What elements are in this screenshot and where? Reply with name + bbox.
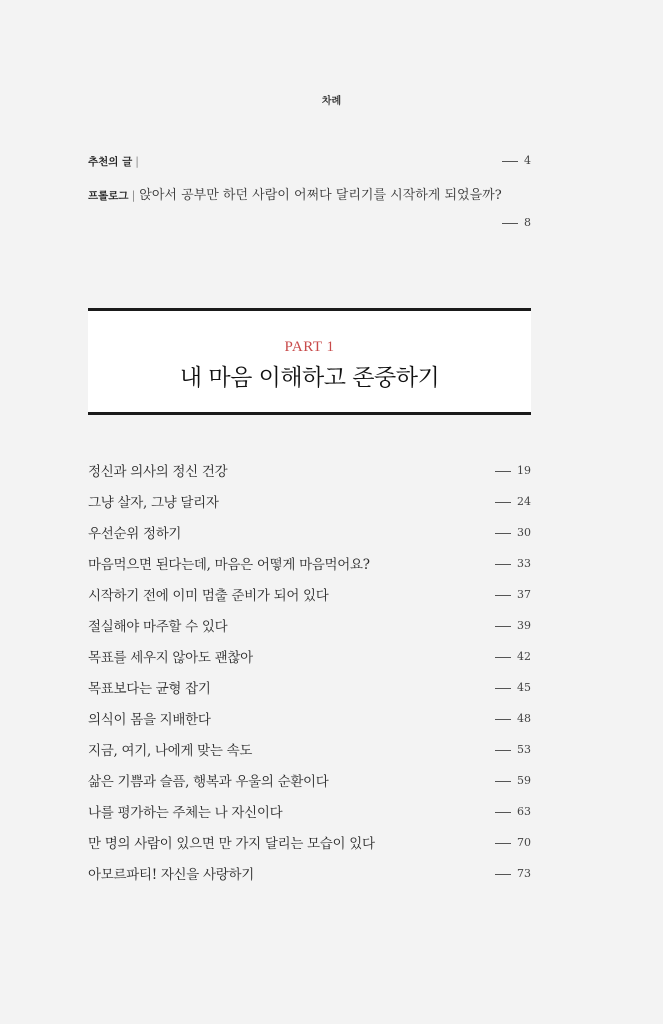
leader-dash xyxy=(495,843,511,844)
chapter-title: 나를 평가하는 주체는 나 자신이다 xyxy=(88,805,283,821)
toc-entry xyxy=(88,455,531,486)
page-number: 24 xyxy=(495,486,531,517)
chapter-title: 삶은 기쁨과 슬픔, 행복과 우울의 순환이다 xyxy=(88,774,329,790)
chapter-title: 만 명의 사람이 있으면 만 가지 달리는 모습이 있다 xyxy=(88,836,375,852)
page-number: 30 xyxy=(495,517,531,548)
toc-entry xyxy=(88,672,531,703)
part-header-box xyxy=(88,308,531,415)
leader-dash xyxy=(502,161,518,162)
chapter-title: 우선순위 정하기 xyxy=(88,526,182,542)
front-matter-prologue xyxy=(88,184,531,203)
leader-dash xyxy=(495,564,511,565)
leader-dash xyxy=(495,502,511,503)
part-label: PART 1 xyxy=(284,339,335,355)
front-matter-recommendation xyxy=(88,154,531,169)
page-number: 42 xyxy=(495,641,531,672)
toc-entry xyxy=(88,486,531,517)
page-number: 4 xyxy=(502,154,531,167)
leader-dash xyxy=(495,781,511,782)
chapter-title: 절실해야 마주할 수 있다 xyxy=(88,619,228,635)
page-number: 8 xyxy=(502,216,531,229)
leader-dash xyxy=(495,719,511,720)
page-number: 73 xyxy=(495,858,531,889)
toc-entry xyxy=(88,858,531,889)
front-matter-text: 앉아서 공부만 하던 사람이 어쩌다 달리기를 시작하게 되었을까? xyxy=(139,188,502,203)
leader-dash xyxy=(495,750,511,751)
toc-entry xyxy=(88,703,531,734)
chapter-title: 지금, 여기, 나에게 맞는 속도 xyxy=(88,743,253,759)
page-number: 48 xyxy=(495,703,531,734)
leader-dash xyxy=(502,223,518,224)
page-number: 59 xyxy=(495,765,531,796)
front-matter-label: 추천의 글 xyxy=(88,156,133,168)
page-number: 45 xyxy=(495,672,531,703)
leader-dash xyxy=(495,471,511,472)
leader-dash xyxy=(495,688,511,689)
toc-entry xyxy=(88,796,531,827)
toc-entry xyxy=(88,765,531,796)
front-matter-prologue-page xyxy=(88,216,531,232)
toc-entry xyxy=(88,827,531,858)
chapter-title: 목표를 세우지 않아도 괜찮아 xyxy=(88,650,253,666)
page-number: 53 xyxy=(495,734,531,765)
front-matter-separator: | xyxy=(135,155,139,168)
toc-entry xyxy=(88,734,531,765)
page-number: 19 xyxy=(495,455,531,486)
part-title: 내 마음 이해하고 존중하기 xyxy=(179,365,440,391)
chapter-list xyxy=(88,455,531,889)
toc-entry xyxy=(88,641,531,672)
leader-dash xyxy=(495,874,511,875)
front-matter-separator: | xyxy=(131,189,136,202)
page-heading: 차례 xyxy=(321,96,342,107)
chapter-title: 의식이 몸을 지배한다 xyxy=(88,712,211,728)
toc-entry xyxy=(88,517,531,548)
chapter-title: 그냥 살자, 그냥 달리자 xyxy=(88,495,219,511)
toc-entry xyxy=(88,548,531,579)
chapter-title: 목표보다는 균형 잡기 xyxy=(88,681,211,697)
leader-dash xyxy=(495,533,511,534)
toc-entry xyxy=(88,579,531,610)
chapter-title: 시작하기 전에 이미 멈출 준비가 되어 있다 xyxy=(88,588,329,604)
chapter-title: 정신과 의사의 정신 건강 xyxy=(88,464,228,480)
leader-dash xyxy=(495,812,511,813)
leader-dash xyxy=(495,657,511,658)
chapter-title: 마음먹으면 된다는데, 마음은 어떻게 마음먹어요? xyxy=(88,557,370,573)
leader-dash xyxy=(495,626,511,627)
leader-dash xyxy=(495,595,511,596)
page-number: 39 xyxy=(495,610,531,641)
page-number: 33 xyxy=(495,548,531,579)
page-number: 37 xyxy=(495,579,531,610)
page-number: 63 xyxy=(495,796,531,827)
toc-entry xyxy=(88,610,531,641)
chapter-title: 아모르파티! 자신을 사랑하기 xyxy=(88,867,254,883)
page-number: 70 xyxy=(495,827,531,858)
front-matter-label: 프롤로그 xyxy=(88,190,129,202)
